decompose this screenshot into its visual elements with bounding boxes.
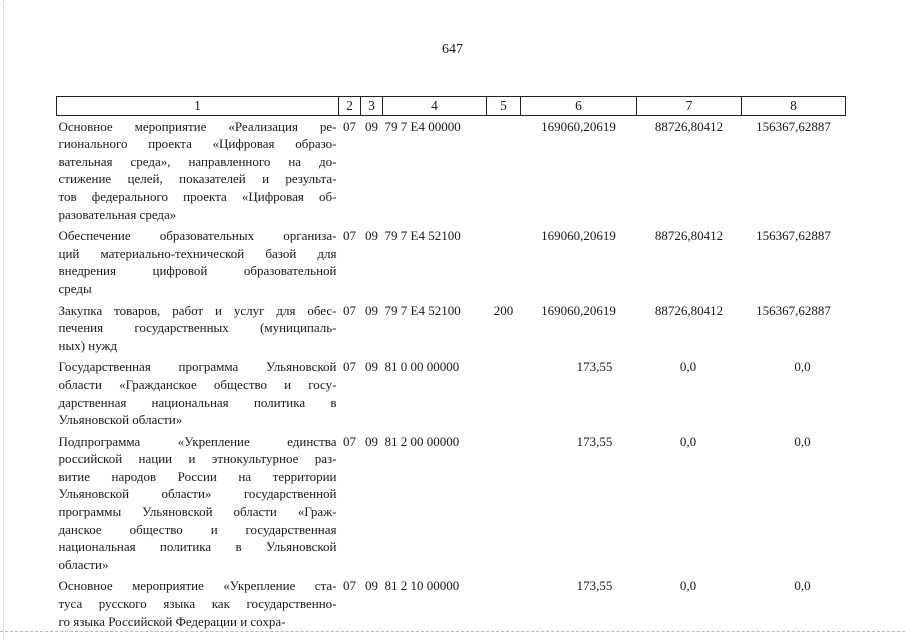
row-name-line: витие народов России на территории bbox=[58, 468, 337, 484]
table-row bbox=[57, 115, 846, 225]
column-header-3: 3 bbox=[361, 97, 383, 116]
amount-col-6: 173,55 bbox=[576, 359, 613, 375]
section-code: 07 bbox=[343, 578, 356, 594]
target-article-code: 81 2 00 00000 bbox=[384, 433, 460, 449]
amount-col-6: 169060,20619 bbox=[541, 118, 616, 134]
section-code: 07 bbox=[343, 118, 356, 134]
amount-col-7: 0,0 bbox=[679, 359, 697, 375]
expense-type-code bbox=[487, 575, 521, 632]
amount-col-8: 156367,62887 bbox=[756, 302, 831, 318]
row-name bbox=[57, 225, 339, 299]
column-header-4: 4 bbox=[383, 97, 487, 116]
row-name-line: Ульяновской области» bbox=[58, 412, 183, 428]
row-name-line: среды bbox=[58, 280, 92, 296]
amount-col-7: 0,0 bbox=[679, 433, 697, 449]
amount-col-7: 88726,80412 bbox=[654, 302, 724, 318]
scan-edge-left bbox=[3, 0, 4, 640]
expense-type-code bbox=[487, 115, 521, 225]
section-code: 07 bbox=[343, 228, 356, 244]
table-row bbox=[57, 300, 846, 357]
row-name bbox=[57, 300, 339, 357]
row-name bbox=[57, 431, 339, 576]
page-number: 647 bbox=[442, 42, 463, 57]
target-article-code: 79 7 E4 52100 bbox=[384, 302, 461, 318]
row-name bbox=[57, 575, 339, 632]
row-name-line: тов федерального проекта «Цифровая об- bbox=[58, 188, 337, 204]
target-article-code: 81 2 10 00000 bbox=[384, 578, 460, 594]
expense-type-code: 200 bbox=[493, 302, 514, 318]
column-header-6: 6 bbox=[521, 97, 637, 116]
amount-col-8: 0,0 bbox=[794, 433, 811, 449]
section-code: 07 bbox=[343, 359, 356, 375]
row-name-line: области» bbox=[58, 556, 109, 572]
subsection-code: 09 bbox=[365, 228, 378, 244]
row-name-line: разовательная среда» bbox=[58, 206, 177, 222]
row-name-line: туса русского языка как государственно- bbox=[58, 596, 337, 612]
section-code: 07 bbox=[343, 302, 356, 318]
table-row bbox=[57, 575, 846, 632]
table-row bbox=[57, 356, 846, 430]
amount-col-7: 0,0 bbox=[679, 578, 697, 594]
amount-col-7: 88726,80412 bbox=[654, 118, 724, 134]
row-name-line: области «Гражданское общество и госу- bbox=[58, 376, 337, 392]
amount-col-6: 169060,20619 bbox=[541, 302, 616, 318]
row-name bbox=[57, 115, 339, 225]
row-name-line: Основное мероприятие «Укрепление ста- bbox=[58, 578, 337, 594]
target-article-code: 79 7 E4 52100 bbox=[384, 228, 461, 244]
target-article-code: 79 7 E4 00000 bbox=[384, 118, 461, 134]
row-name-line: стижение целей, показателей и результа- bbox=[58, 171, 337, 187]
subsection-code: 09 bbox=[365, 118, 378, 134]
row-name bbox=[57, 356, 339, 430]
amount-col-8: 156367,62887 bbox=[756, 118, 831, 134]
row-name-line: вательная среда», направленного на до- bbox=[58, 153, 337, 169]
row-name-line: Ульяновской области» государственной bbox=[58, 486, 337, 502]
row-name-line: Государственная программа Ульяновской bbox=[58, 359, 337, 375]
row-name-line: национальная политика в Ульяновской bbox=[58, 539, 337, 555]
row-name-line: Подпрограмма «Укрепление единства bbox=[58, 433, 337, 449]
row-name-line: ций материально-технической базой для bbox=[58, 245, 337, 261]
row-name-line: данское общество и государственная bbox=[58, 521, 337, 537]
row-name-line: ных) нужд bbox=[58, 337, 118, 353]
row-name-line: Обеспечение образовательных организа- bbox=[58, 228, 337, 244]
table-body bbox=[57, 115, 846, 632]
row-name-line: печения государственных (муниципаль- bbox=[58, 320, 337, 336]
subsection-code: 09 bbox=[365, 578, 378, 594]
amount-col-8: 156367,62887 bbox=[756, 228, 831, 244]
amount-col-6: 173,55 bbox=[576, 433, 613, 449]
column-header-5: 5 bbox=[487, 97, 521, 116]
subsection-code: 09 bbox=[365, 302, 378, 318]
column-header-2: 2 bbox=[339, 97, 361, 116]
column-header-8: 8 bbox=[742, 97, 846, 116]
row-name-line: дарственная национальная политика в bbox=[58, 394, 337, 410]
column-header-1: 1 bbox=[57, 97, 339, 116]
amount-col-7: 88726,80412 bbox=[654, 228, 724, 244]
table-row bbox=[57, 225, 846, 299]
row-name-line: программы Ульяновской области «Граж- bbox=[58, 504, 337, 520]
column-header-7: 7 bbox=[637, 97, 742, 116]
table-row bbox=[57, 431, 846, 576]
row-name-line: российской нации и этнокультурное раз- bbox=[58, 451, 337, 467]
budget-table bbox=[56, 96, 846, 632]
row-name-line: внедрения цифровой образовательной bbox=[58, 263, 337, 279]
scan-edge-bottom bbox=[0, 631, 905, 632]
header-row bbox=[57, 97, 846, 116]
section-code: 07 bbox=[343, 433, 356, 449]
expense-type-code bbox=[487, 356, 521, 430]
expense-type-code bbox=[487, 225, 521, 299]
amount-col-6: 169060,20619 bbox=[541, 228, 616, 244]
target-article-code: 81 0 00 00000 bbox=[384, 359, 460, 375]
row-name-line: гионального проекта «Цифровая образо- bbox=[58, 136, 337, 152]
subsection-code: 09 bbox=[365, 433, 378, 449]
subsection-code: 09 bbox=[365, 359, 378, 375]
amount-col-8: 0,0 bbox=[794, 578, 811, 594]
row-name-line: го языка Российской Федерации и сохра- bbox=[58, 613, 286, 629]
amount-col-8: 0,0 bbox=[794, 359, 811, 375]
row-name-line: Закупка товаров, работ и услуг для обес- bbox=[58, 302, 337, 318]
row-name-line: Основное мероприятие «Реализация ре- bbox=[58, 118, 337, 134]
amount-col-6: 173,55 bbox=[576, 578, 613, 594]
expense-type-code bbox=[487, 431, 521, 576]
